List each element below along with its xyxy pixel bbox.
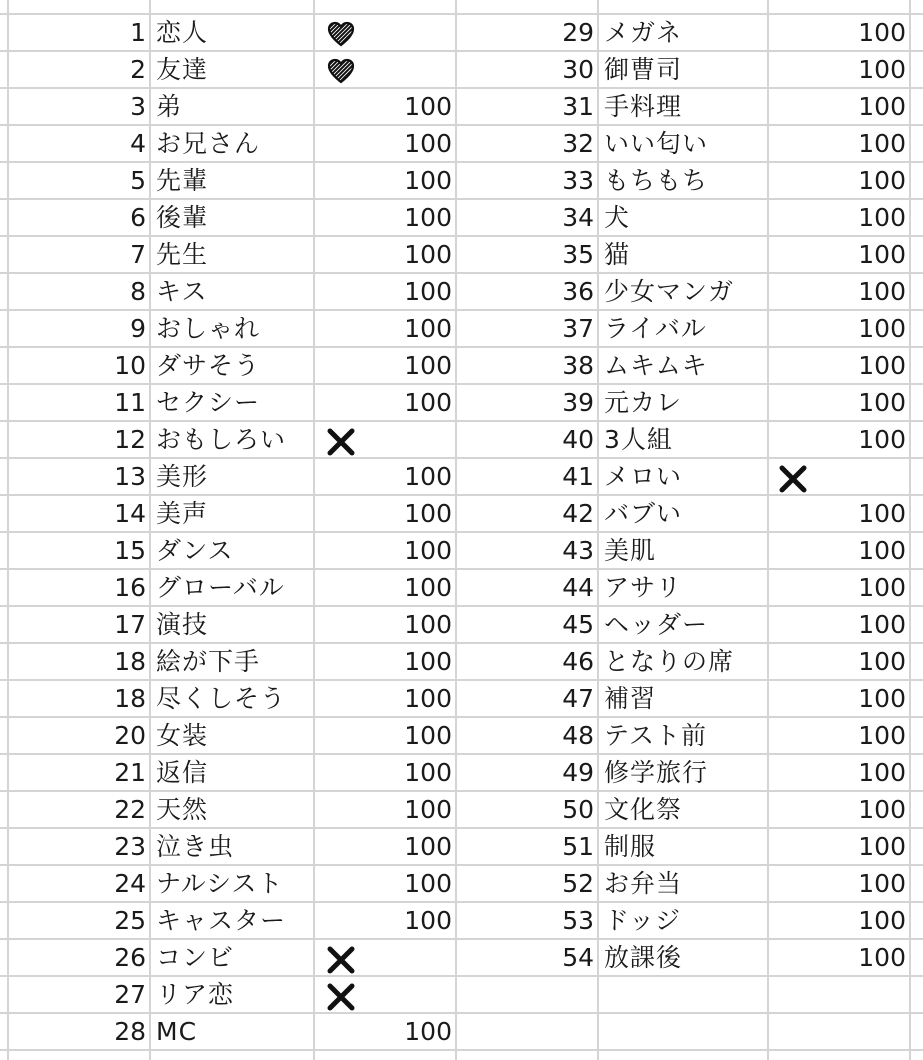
item-name-cell[interactable]: 先輩: [156, 166, 209, 195]
item-name-cell[interactable]: 恋人: [156, 18, 209, 47]
value-cell[interactable]: 100: [404, 832, 452, 861]
row-number-cell[interactable]: 13: [114, 462, 146, 491]
value-cell[interactable]: 100: [404, 129, 452, 158]
row-number-cell[interactable]: 26: [114, 943, 146, 972]
row-number-cell[interactable]: 4: [130, 129, 146, 158]
row-number-cell[interactable]: 15: [114, 536, 146, 565]
row-number-cell[interactable]: 23: [114, 832, 146, 861]
item-name-cell[interactable]: 元カレ: [604, 388, 683, 417]
row-number-cell[interactable]: 18: [114, 684, 146, 713]
value-cell[interactable]: 100: [858, 758, 906, 787]
item-name-cell[interactable]: 弟: [156, 92, 183, 121]
item-name-cell[interactable]: キス: [156, 277, 208, 306]
value-cell[interactable]: 100: [858, 55, 906, 84]
row-number-cell[interactable]: 1: [130, 18, 146, 47]
value-cell[interactable]: 100: [858, 832, 906, 861]
row-number-cell[interactable]: 18: [114, 647, 146, 676]
row-number-cell[interactable]: 44: [562, 573, 594, 602]
row-number-cell[interactable]: 14: [114, 499, 146, 528]
striped-heart-icon: [326, 19, 356, 49]
row-number-cell[interactable]: 49: [562, 758, 594, 787]
item-name-cell[interactable]: MC: [156, 1017, 198, 1046]
item-name-cell[interactable]: 天然: [156, 795, 209, 824]
value-cell[interactable]: 100: [858, 314, 906, 343]
item-name-cell[interactable]: 演技: [156, 610, 209, 639]
row-number-cell[interactable]: 38: [562, 351, 594, 380]
item-name-cell[interactable]: となりの席: [604, 647, 735, 676]
value-cell[interactable]: 100: [858, 906, 906, 935]
item-name-cell[interactable]: リア恋: [156, 980, 235, 1009]
row-number-cell[interactable]: 53: [562, 906, 594, 935]
value-cell[interactable]: 100: [404, 869, 452, 898]
item-name-cell[interactable]: ライバル: [604, 314, 707, 343]
item-name-cell[interactable]: お兄さん: [156, 129, 261, 158]
value-cell[interactable]: 100: [858, 573, 906, 602]
item-name-cell[interactable]: 御曹司: [604, 55, 683, 84]
value-cell[interactable]: 100: [858, 721, 906, 750]
value-cell[interactable]: 100: [858, 18, 906, 47]
row-number-cell[interactable]: 2: [130, 55, 146, 84]
row-number-cell[interactable]: 22: [114, 795, 146, 824]
row-number-cell[interactable]: 5: [130, 166, 146, 195]
row-number-cell[interactable]: 17: [114, 610, 146, 639]
value-cell[interactable]: 100: [404, 647, 452, 676]
item-name-cell[interactable]: コンビ: [156, 943, 235, 972]
item-name-cell[interactable]: 犬: [604, 203, 631, 232]
item-name-cell[interactable]: 少女マンガ: [604, 277, 735, 306]
row-number-cell[interactable]: 39: [562, 388, 594, 417]
row-number-cell[interactable]: 32: [562, 129, 594, 158]
value-cell[interactable]: 100: [858, 647, 906, 676]
item-name-cell[interactable]: ナルシスト: [156, 869, 284, 898]
item-name-cell[interactable]: おしゃれ: [156, 314, 261, 343]
value-cell[interactable]: 100: [404, 499, 452, 528]
item-name-cell[interactable]: お弁当: [604, 869, 683, 898]
item-name-cell[interactable]: セクシー: [156, 388, 261, 417]
item-name-cell[interactable]: グローバル: [156, 573, 285, 602]
item-name-cell[interactable]: 美声: [156, 499, 209, 528]
value-cell[interactable]: 100: [404, 721, 452, 750]
value-cell[interactable]: 100: [404, 536, 452, 565]
row-number-cell[interactable]: 34: [562, 203, 594, 232]
value-cell[interactable]: 100: [858, 388, 906, 417]
item-name-cell[interactable]: おもしろい: [156, 425, 287, 454]
row-number-cell[interactable]: 51: [562, 832, 594, 861]
value-cell[interactable]: 100: [404, 166, 452, 195]
item-name-cell[interactable]: 美肌: [604, 536, 657, 565]
value-cell[interactable]: 100: [404, 573, 452, 602]
item-name-cell[interactable]: 修学旅行: [604, 758, 709, 787]
row-number-cell[interactable]: 30: [562, 55, 594, 84]
item-name-cell[interactable]: 手料理: [604, 92, 683, 121]
row-number-cell[interactable]: 20: [114, 721, 146, 750]
item-name-cell[interactable]: 文化祭: [604, 795, 683, 824]
item-name-cell[interactable]: 美形: [156, 462, 209, 491]
row-number-cell[interactable]: 10: [114, 351, 146, 380]
row-number-cell[interactable]: 8: [130, 277, 146, 306]
row-number-cell[interactable]: 31: [562, 92, 594, 121]
row-number-cell[interactable]: 29: [562, 18, 594, 47]
item-name-cell[interactable]: テスト前: [604, 721, 708, 750]
value-cell[interactable]: 100: [404, 684, 452, 713]
item-name-cell[interactable]: ヘッダー: [604, 610, 709, 639]
value-cell[interactable]: 100: [404, 1017, 452, 1046]
value-cell[interactable]: 100: [858, 277, 906, 306]
item-name-cell[interactable]: いい匂い: [604, 129, 709, 158]
cross-icon: [778, 464, 808, 494]
item-name-cell[interactable]: 後輩: [156, 203, 209, 232]
row-number-cell[interactable]: 27: [114, 980, 146, 1009]
row-number-cell[interactable]: 7: [130, 240, 146, 269]
row-number-cell[interactable]: 45: [562, 610, 594, 639]
row-number-cell[interactable]: 40: [562, 425, 594, 454]
item-name-cell[interactable]: 絵が下手: [156, 647, 261, 676]
item-name-cell[interactable]: 女装: [156, 721, 209, 750]
item-name-cell[interactable]: アサリ: [604, 573, 683, 602]
row-number-cell[interactable]: 24: [114, 869, 146, 898]
value-cell[interactable]: 100: [404, 351, 452, 380]
item-name-cell[interactable]: メロい: [604, 462, 683, 491]
item-name-cell[interactable]: バブい: [604, 499, 683, 528]
value-cell[interactable]: 100: [858, 166, 906, 195]
value-cell[interactable]: 100: [858, 536, 906, 565]
value-cell[interactable]: 100: [404, 906, 452, 935]
value-cell[interactable]: 100: [404, 610, 452, 639]
cross-icon: [326, 945, 356, 975]
item-name-cell[interactable]: 返信: [156, 758, 209, 787]
row-number-cell[interactable]: 54: [562, 943, 594, 972]
item-name-cell[interactable]: 猫: [604, 240, 631, 269]
row-number-cell[interactable]: 3: [130, 92, 146, 121]
item-name-cell[interactable]: もちもち: [604, 166, 709, 195]
value-cell[interactable]: 100: [404, 795, 452, 824]
item-name-cell[interactable]: 3人組: [604, 425, 673, 454]
row-number-cell[interactable]: 43: [562, 536, 594, 565]
value-cell[interactable]: 100: [858, 425, 906, 454]
item-name-cell[interactable]: 友達: [156, 55, 209, 84]
row-number-cell[interactable]: 25: [114, 906, 146, 935]
value-cell[interactable]: 100: [858, 943, 906, 972]
value-cell[interactable]: 100: [404, 203, 452, 232]
value-cell[interactable]: 100: [858, 795, 906, 824]
item-name-cell[interactable]: キャスター: [156, 906, 287, 935]
value-cell[interactable]: 100: [858, 92, 906, 121]
value-cell[interactable]: 100: [858, 129, 906, 158]
value-cell[interactable]: 100: [404, 92, 452, 121]
cross-icon: [326, 982, 356, 1012]
row-number-cell[interactable]: 52: [562, 869, 594, 898]
item-name-cell[interactable]: 放課後: [604, 943, 683, 972]
row-number-cell[interactable]: 37: [562, 314, 594, 343]
value-cell[interactable]: 100: [858, 610, 906, 639]
value-cell[interactable]: 100: [858, 203, 906, 232]
value-cell[interactable]: 100: [404, 758, 452, 787]
value-cell[interactable]: 100: [858, 499, 906, 528]
row-number-cell[interactable]: 41: [562, 462, 594, 491]
item-name-cell[interactable]: ムキムキ: [604, 351, 708, 380]
value-cell[interactable]: 100: [858, 869, 906, 898]
row-number-cell[interactable]: 28: [114, 1017, 146, 1046]
row-number-cell[interactable]: 36: [562, 277, 594, 306]
value-cell[interactable]: 100: [858, 684, 906, 713]
item-name-cell[interactable]: 補習: [604, 684, 657, 713]
item-name-cell[interactable]: 制服: [604, 832, 657, 861]
row-number-cell[interactable]: 11: [114, 388, 146, 417]
item-name-cell[interactable]: ダサそう: [156, 351, 261, 380]
row-number-cell[interactable]: 9: [130, 314, 146, 343]
row-number-cell[interactable]: 16: [114, 573, 146, 602]
item-name-cell[interactable]: 泣き虫: [156, 832, 235, 861]
item-name-cell[interactable]: 先生: [156, 240, 209, 269]
row-number-cell[interactable]: 42: [562, 499, 594, 528]
row-number-cell[interactable]: 46: [562, 647, 594, 676]
row-number-cell[interactable]: 50: [562, 795, 594, 824]
row-number-cell[interactable]: 33: [562, 166, 594, 195]
item-name-cell[interactable]: ダンス: [156, 536, 234, 565]
row-number-cell[interactable]: 6: [130, 203, 146, 232]
value-cell[interactable]: 100: [404, 388, 452, 417]
cross-icon: [326, 427, 356, 457]
row-number-cell[interactable]: 35: [562, 240, 594, 269]
item-name-cell[interactable]: メガネ: [604, 18, 683, 47]
striped-heart-icon: [326, 56, 356, 86]
row-number-cell[interactable]: 47: [562, 684, 594, 713]
item-name-cell[interactable]: ドッジ: [604, 906, 682, 935]
value-cell[interactable]: 100: [858, 240, 906, 269]
value-cell[interactable]: 100: [404, 277, 452, 306]
row-number-cell[interactable]: 12: [114, 425, 146, 454]
item-name-cell[interactable]: 尽くしそう: [156, 684, 287, 713]
value-cell[interactable]: 100: [858, 351, 906, 380]
value-cell[interactable]: 100: [404, 462, 452, 491]
value-cell[interactable]: 100: [404, 240, 452, 269]
row-number-cell[interactable]: 48: [562, 721, 594, 750]
value-cell[interactable]: 100: [404, 314, 452, 343]
row-number-cell[interactable]: 21: [114, 758, 146, 787]
